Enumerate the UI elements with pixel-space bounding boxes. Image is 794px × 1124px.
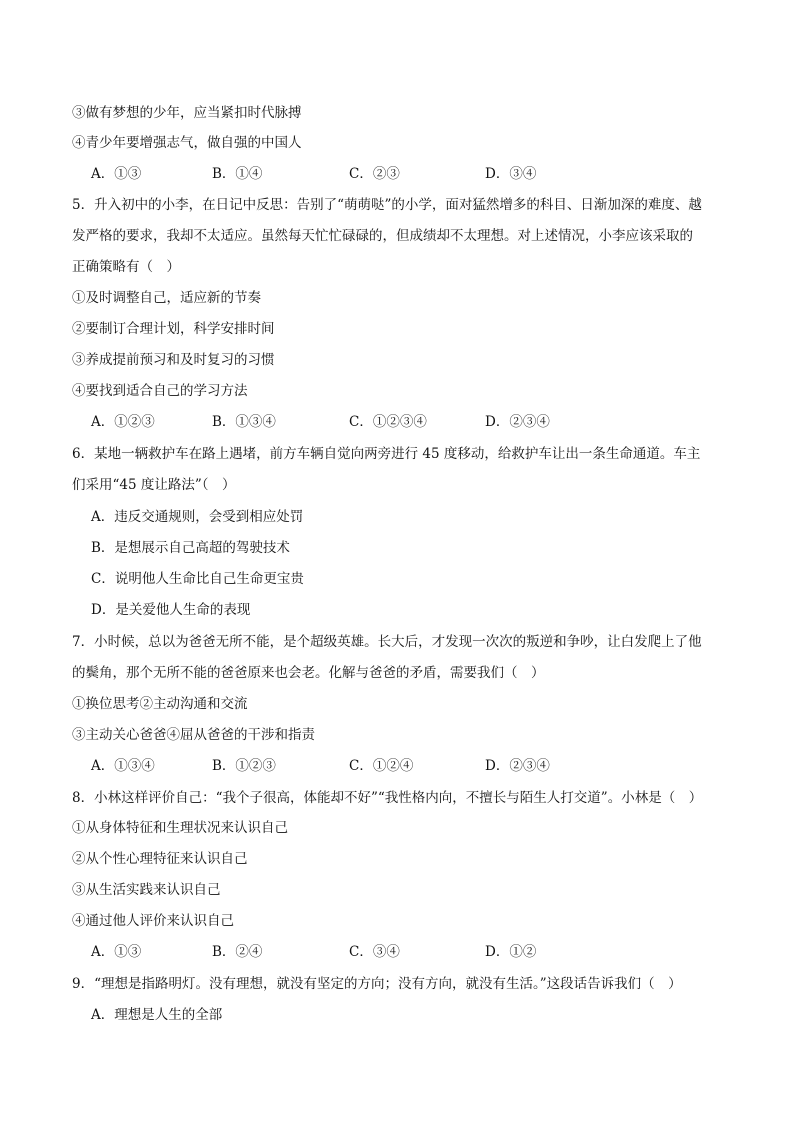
q6-option-c[interactable]: C．说明他人生命比自己生命更宝贵 bbox=[91, 571, 304, 587]
q9-stem-line-1: 9．“理想是指路明灯。没有理想，就没有坚定的方向；没有方向，就没有生活。”这段话告诉我们（ ） bbox=[72, 976, 682, 992]
q9-option-a[interactable]: A．理想是人生的全部 bbox=[91, 1007, 223, 1023]
q7-option-c[interactable]: C．①②④ bbox=[349, 758, 414, 774]
q7-option-b[interactable]: B．①②③ bbox=[212, 758, 276, 774]
q7-statements-1-2: ①换位思考②主动沟通和交流 bbox=[72, 696, 248, 712]
q5-stem-line-1: 5．升入初中的小李，在日记中反思：告别了“萌萌哒”的小学，面对猛然增多的科目、日渐加深的难度、越 bbox=[72, 197, 702, 213]
q6-option-a[interactable]: A．违反交通规则，会受到相应处罚 bbox=[91, 509, 304, 525]
q4-statement-4: ④青少年要增强志气，做自强的中国人 bbox=[72, 135, 302, 151]
q5-option-c[interactable]: C．①②③④ bbox=[349, 414, 427, 430]
q7-stem-line-1: 7．小时候，总以为爸爸无所不能，是个超级英雄。长大后，才发现一次次的叛逆和争吵，让白发爬上了他 bbox=[72, 634, 702, 650]
q5-statement-2: ②要制订合理计划，科学安排时间 bbox=[72, 321, 275, 337]
q7-stem-line-2: 的鬓角，那个无所不能的爸爸原来也会老。化解与爸爸的矛盾，需要我们（ ） bbox=[72, 665, 545, 681]
q6-option-b[interactable]: B．是想展示自己高超的驾驶技术 bbox=[91, 540, 290, 556]
q5-option-b[interactable]: B．①③④ bbox=[212, 414, 276, 430]
q5-options bbox=[91, 413, 651, 431]
q5-statement-1: ①及时调整自己，适应新的节奏 bbox=[72, 290, 261, 306]
q5-stem-line-3: 正确策略有（ ） bbox=[72, 259, 180, 275]
q8-statement-4: ④通过他人评价来认识自己 bbox=[72, 913, 234, 929]
q4-option-a[interactable]: A．①③ bbox=[91, 166, 142, 182]
q7-options bbox=[91, 757, 651, 775]
q8-option-b[interactable]: B．②④ bbox=[212, 944, 263, 960]
q5-option-a[interactable]: A．①②③ bbox=[91, 414, 155, 430]
q8-option-c[interactable]: C．③④ bbox=[349, 944, 400, 960]
q8-statement-3: ③从生活实践来认识自己 bbox=[72, 882, 221, 898]
q5-stem-line-2: 发严格的要求，我却不太适应。虽然每天忙忙碌碌的，但成绩却不太理想。对上述情况，小李应该采取的 bbox=[72, 228, 693, 244]
q4-option-c[interactable]: C．②③ bbox=[349, 166, 400, 182]
q4-option-d[interactable]: D．③④ bbox=[485, 166, 537, 182]
q8-option-a[interactable]: A．①③ bbox=[91, 944, 142, 960]
q5-option-d[interactable]: D．②③④ bbox=[485, 414, 550, 430]
q6-option-d[interactable]: D．是关爱他人生命的表现 bbox=[91, 602, 251, 618]
q7-option-a[interactable]: A．①③④ bbox=[91, 758, 155, 774]
q8-statement-1: ①从身体特征和生理状况来认识自己 bbox=[72, 820, 288, 836]
q8-option-d[interactable]: D．①② bbox=[485, 944, 537, 960]
q6-stem-line-1: 6．某地一辆救护车在路上遇堵，前方车辆自觉向两旁进行 45 度移动，给救护车让出一条生命通道。车主 bbox=[72, 446, 701, 462]
q5-statement-4: ④要找到适合自己的学习方法 bbox=[72, 383, 248, 399]
q8-stem-line-1: 8．小林这样评价自己：“我个子很高，体能却不好”“我性格内向，不擅长与陌生人打交道”。小林是（ ） bbox=[72, 790, 703, 806]
q4-option-b[interactable]: B．①④ bbox=[212, 166, 263, 182]
q4-statement-3: ③做有梦想的少年，应当紧扣时代脉搏 bbox=[72, 105, 302, 121]
q6-stem-line-2: 们采用“45 度让路法”（ ） bbox=[72, 477, 236, 493]
q7-option-d[interactable]: D．②③④ bbox=[485, 758, 550, 774]
q8-statement-2: ②从个性心理特征来认识自己 bbox=[72, 851, 248, 867]
q5-statement-3: ③养成提前预习和及时复习的习惯 bbox=[72, 352, 275, 368]
q8-options bbox=[91, 943, 651, 961]
q4-options bbox=[91, 165, 651, 183]
q7-statements-3-4: ③主动关心爸爸④屈从爸爸的干涉和指责 bbox=[72, 727, 315, 743]
